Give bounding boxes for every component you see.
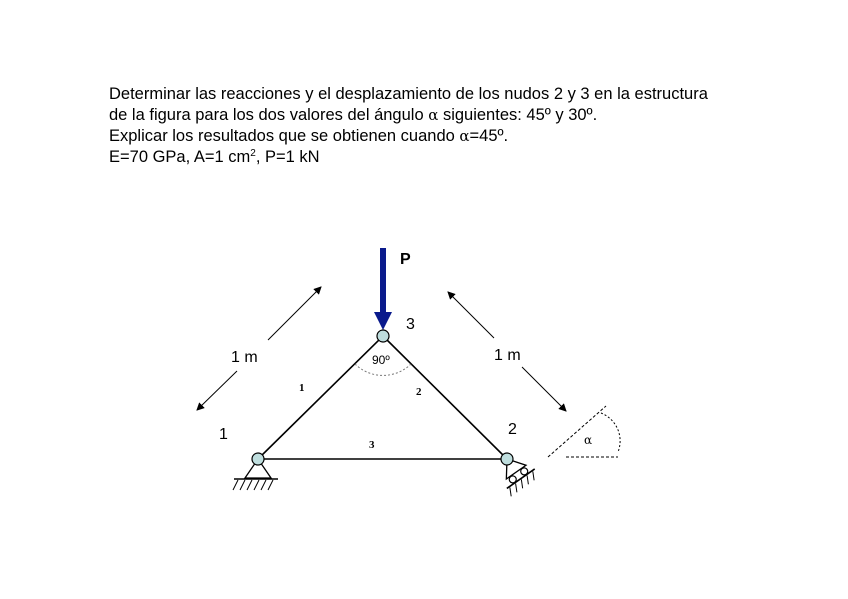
area-exponent: 2 [250,148,256,159]
load-arrow [374,248,392,330]
length-right-label: 1 m [494,347,521,364]
dimension-arrow-right-down [522,367,566,411]
problem-line-1: Determinar las reacciones y el desplazamiento de los nudos 2 y 3 en la estructura [109,85,708,103]
node-3-joint [377,330,389,342]
problem-line-2-end: siguientes: 45º y 30º. [438,106,598,124]
dimension-arrow-left-down [197,371,237,410]
support-angle-label: α [584,433,593,447]
problem-line-3-start: Explicar los resultados que se obtienen cuando [109,127,460,145]
length-left-label: 1 m [231,349,258,366]
material-data: E=70 GPa, A=1 cm [109,148,251,166]
node-2-label: 2 [508,421,517,438]
node-1-label: 1 [219,426,228,443]
member-2-label: 2 [416,386,422,398]
node-3-label: 3 [406,316,415,333]
problem-line-3-end: =45º. [469,127,509,145]
member-3-label: 3 [369,439,375,451]
member-1-bar [258,336,383,459]
node-2-joint [501,453,513,465]
alpha-symbol-2: α [459,127,470,145]
load-data: , P=1 kN [255,148,320,166]
member-1-label: 1 [299,382,305,394]
support-angle-indicator [548,406,620,457]
node-1-joint [252,453,264,465]
problem-line-2-start: de la figura para los dos valores del ángulo [109,106,429,124]
apex-angle-label: 90º [372,353,390,367]
dimension-arrow-right-up [448,292,494,338]
alpha-symbol: α [428,106,439,124]
dimension-arrow-left-up [268,287,321,340]
load-label: P [400,251,411,268]
roller-support-node-2 [492,449,540,496]
member-2-bar [383,336,507,459]
